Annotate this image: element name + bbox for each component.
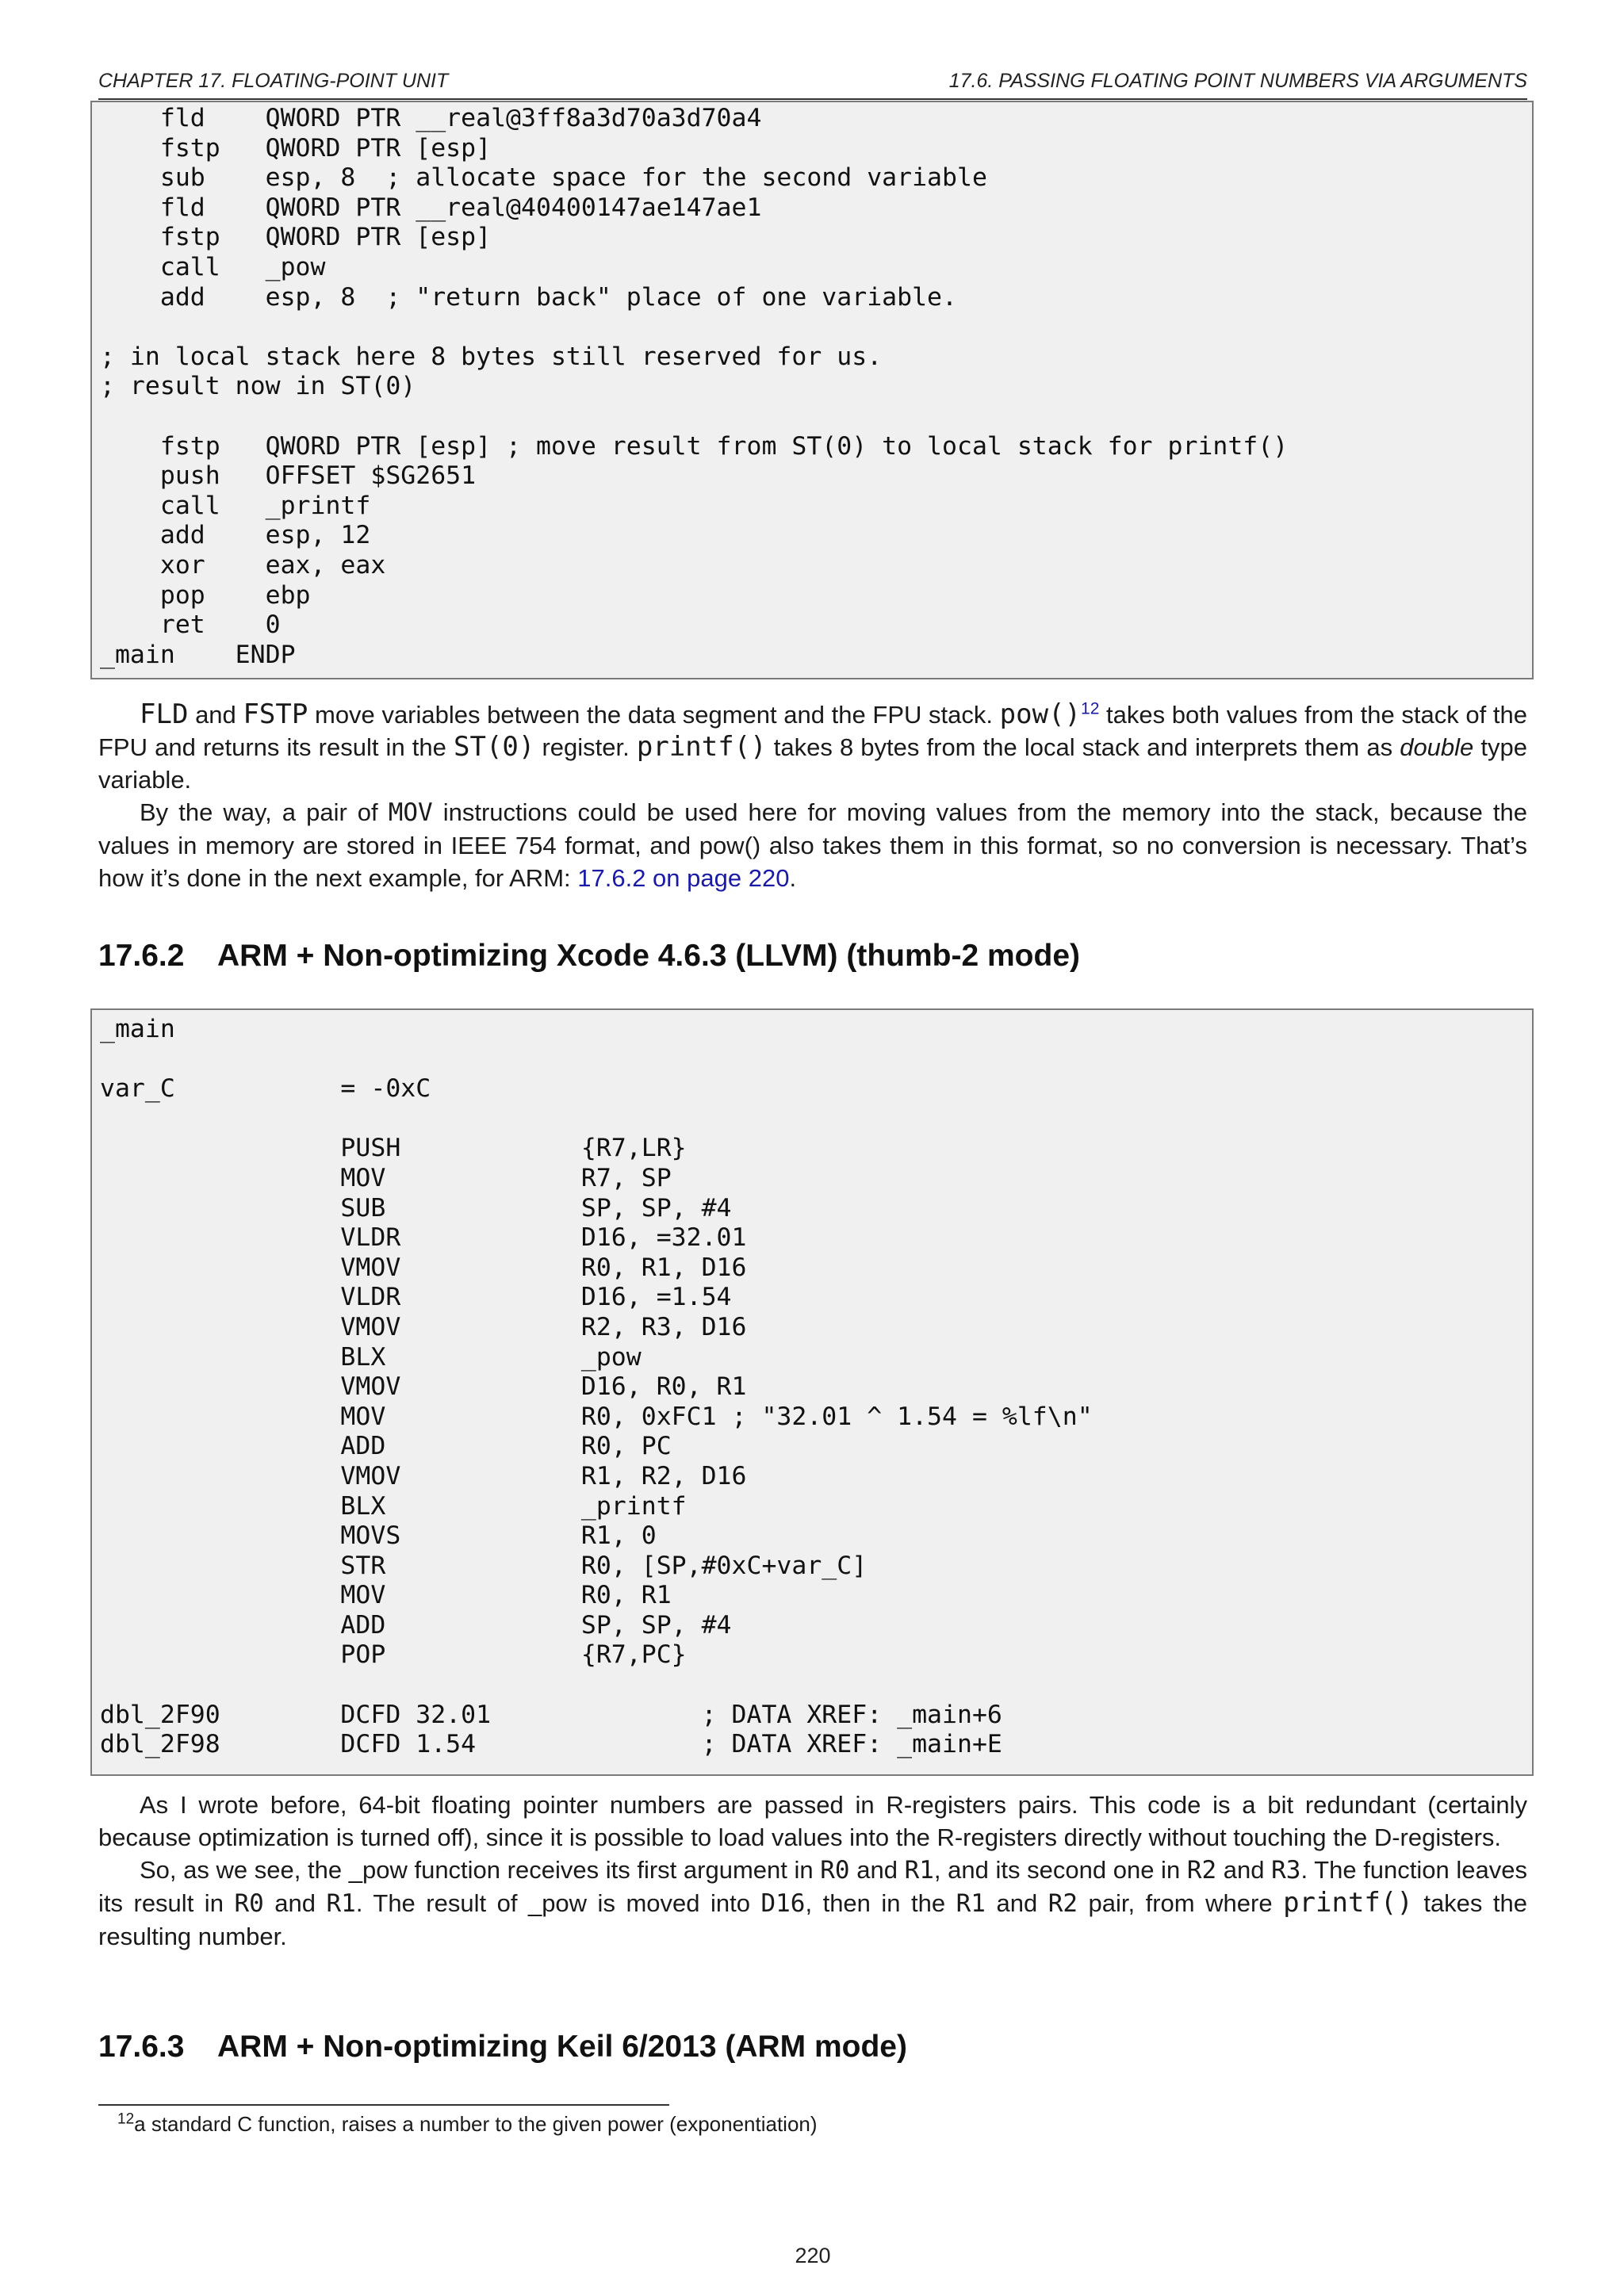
code-line: MOVS R1, 0 xyxy=(100,1521,657,1551)
code-line: fld QWORD PTR __real@40400147ae147ae1 xyxy=(100,193,762,222)
code-line: fstp QWORD PTR [esp] xyxy=(100,133,492,163)
section-title: ARM + Non-optimizing Keil 6/2013 (ARM mode) xyxy=(217,2030,907,2064)
code-line: call _pow xyxy=(100,252,326,281)
code-line: MOV R0, 0xFC1 ; "32.01 ^ 1.54 = %lf\n" xyxy=(100,1402,1093,1431)
body-text-2 xyxy=(98,1789,1527,1953)
code-line: BLX _printf xyxy=(100,1491,687,1521)
body-text-1 xyxy=(98,698,1527,894)
code-line: add esp, 8 ; "return back" place of one variable. xyxy=(100,282,957,312)
code-line xyxy=(100,1045,1532,1075)
section-number: 17.6.2 xyxy=(98,939,185,973)
code-pow: pow() xyxy=(999,698,1082,730)
page-number: 220 xyxy=(795,2244,831,2267)
code-listing-arm-thumb2 xyxy=(90,1008,1534,1776)
code-line: POP {R7,PC} xyxy=(100,1640,687,1670)
code-line: BLX _pow xyxy=(100,1342,642,1372)
emphasis-double: double xyxy=(1400,733,1474,761)
code-fld: FLD xyxy=(140,698,189,730)
code-line: VMOV D16, R0, R1 xyxy=(100,1372,747,1402)
code-line: _main ENDP xyxy=(100,640,296,669)
code-line: var_C = -0xC xyxy=(100,1074,431,1104)
code-line: ret 0 xyxy=(100,610,281,640)
header-chapter: CHAPTER 17. FLOATING-POINT UNIT xyxy=(98,70,449,92)
cross-reference-link[interactable]: 17.6.2 on page 220 xyxy=(577,864,790,892)
section-title: ARM + Non-optimizing Xcode 4.6.3 (LLVM) (thumb-2 mode) xyxy=(217,939,1081,973)
code-line xyxy=(100,1104,1532,1135)
code-line: MOV R7, SP xyxy=(100,1163,672,1192)
code-line: call _printf xyxy=(100,491,371,520)
code-line: fstp QWORD PTR [esp] ; move result from ST(0) to local stack for printf() xyxy=(100,431,1289,461)
code-line: fstp QWORD PTR [esp] xyxy=(100,223,492,252)
code-line: pop ebp xyxy=(100,580,311,610)
code-line: VMOV R1, R2, D16 xyxy=(100,1461,747,1490)
code-line: ; in local stack here 8 bytes still reserved for us. xyxy=(100,342,883,371)
code-line: _main xyxy=(100,1015,175,1043)
code-line: push OFFSET $SG2651 xyxy=(100,461,477,491)
footnote-rule xyxy=(98,2104,669,2106)
code-line: MOV R0, R1 xyxy=(100,1581,672,1610)
section-number: 17.6.3 xyxy=(98,2030,185,2064)
code-line: ADD SP, SP, #4 xyxy=(100,1610,732,1640)
footnote-mark: 12 xyxy=(117,2110,135,2128)
code-line xyxy=(100,402,1532,432)
code-printf: printf() xyxy=(636,731,767,763)
footnote-ref-12[interactable]: 12 xyxy=(1081,699,1100,718)
code-printf: printf() xyxy=(1283,1887,1413,1919)
section-heading-17-6-3 xyxy=(98,2030,907,2064)
code-line: VMOV R2, R3, D16 xyxy=(100,1312,747,1341)
code-line: dbl_2F98 DCFD 1.54 ; DATA XREF: _main+E xyxy=(100,1730,1002,1759)
code-line: VMOV R0, R1, D16 xyxy=(100,1253,747,1282)
paragraph-mov-pair: By the way, a pair of MOV instructions could be used here for moving values from the memory into the stack, because the values in memory are stored in IEEE 754 format, and pow() also takes them in this format, so no conversion is necessary. That’s how it’s done in the next example, for ARM: 17.6.2 on page 220. xyxy=(98,798,1527,892)
code-line: VLDR D16, =32.01 xyxy=(100,1223,747,1253)
running-header xyxy=(98,70,1527,100)
code-line: SUB SP, SP, #4 xyxy=(100,1193,732,1223)
code-listing-x86 xyxy=(90,101,1534,679)
code-line xyxy=(100,1670,1532,1701)
code-line xyxy=(100,312,1532,342)
header-section: 17.6. PASSING FLOATING POINT NUMBERS VIA ARGUMENTS xyxy=(948,70,1527,92)
code-mov: MOV xyxy=(388,798,433,827)
footnote-text: a standard C function, raises a number to the given power (exponentiation) xyxy=(134,2112,818,2136)
code-line: PUSH {R7,LR} xyxy=(100,1134,687,1163)
paragraph-fld-fstp: FLD and FSTP move variables between the data segment and the FPU stack. pow()$^{12}$ takes both values from the stack of the FPU and returns its result in the ST(0) register. printf() takes 8 bytes from the local stack and interprets them as double type variable. xyxy=(98,698,1528,794)
paragraph-r-registers: As I wrote before, 64-bit floating pointer numbers are passed in R-registers pairs. This code is a bit redundant (certainly because optimization is turned off), since it is possible to load values into the R-registers directly without touching the D-registers. xyxy=(98,1791,1527,1851)
section-heading-17-6-2 xyxy=(98,939,1080,974)
code-line: ADD R0, PC xyxy=(100,1432,672,1461)
code-fstp: FSTP xyxy=(243,698,308,730)
code-line: VLDR D16, =1.54 xyxy=(100,1283,732,1312)
paragraph-pow-arguments: So, as we see, the _pow function receives its first argument in R0 and R1, and its second one in R2 and R3. The function leaves its result in R0 and R1. The result of _pow is moved into D16, then in the R1 and R2 pair, from where printf() takes the resulting number. xyxy=(98,1856,1528,1950)
code-line: sub esp, 8 ; allocate space for the second variable xyxy=(100,163,987,193)
code-line: add esp, 12 xyxy=(100,521,371,550)
footnote-12 xyxy=(117,2112,818,2137)
code-line: fld QWORD PTR __real@3ff8a3d70a3d70a4 xyxy=(100,104,762,132)
code-line: ; result now in ST(0) xyxy=(100,372,416,401)
code-line: dbl_2F90 DCFD 32.01 ; DATA XREF: _main+6 xyxy=(100,1700,1002,1729)
code-line: STR R0, [SP,#0xC+var_C] xyxy=(100,1551,868,1580)
code-line: xor eax, eax xyxy=(100,550,386,580)
code-st0: ST(0) xyxy=(454,731,535,763)
